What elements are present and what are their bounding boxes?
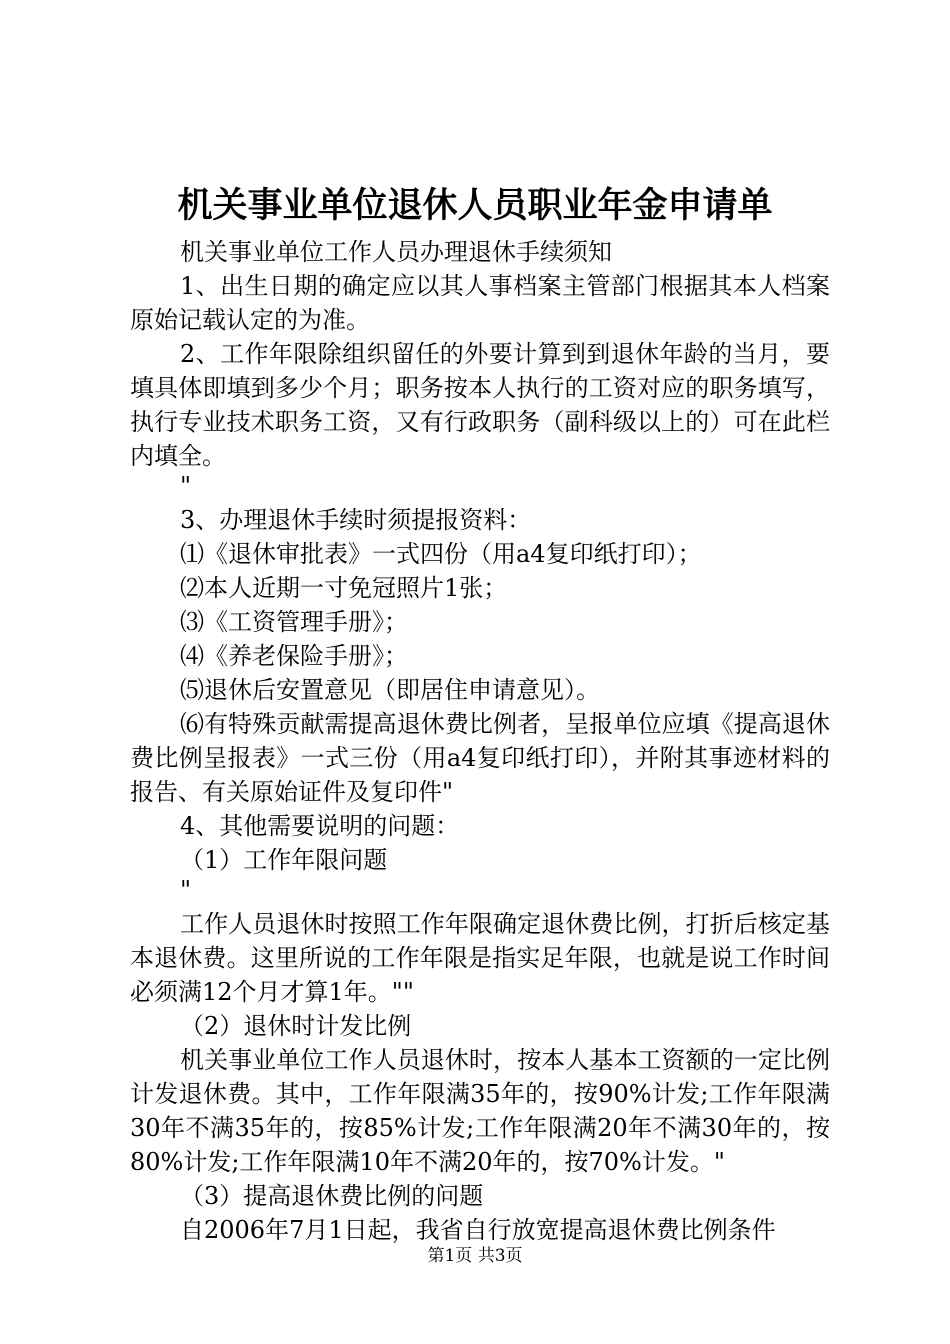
paragraph-item-4: 4、其他需要说明的问题：	[180, 812, 460, 840]
document-title: 机关事业单位退休人员职业年金申请单	[177, 186, 773, 226]
list-item-materials-2: ⑵本人近期一寸免冠照片1张；	[180, 574, 508, 602]
paragraph-item-1: 1、出生日期的确定应以其人事档案主管部门根据其本人档案原始记载认定的为准。	[130, 272, 830, 334]
list-item-materials-1: ⑴《退休审批表》一式四份（用a4复印纸打印）；	[180, 540, 702, 568]
paragraph-quote-mark: "	[180, 472, 192, 500]
list-item-materials-4: ⑷《养老保险手册》；	[180, 642, 408, 670]
subheading-raise-ratio: （3）提高退休费比例的问题	[180, 1182, 484, 1210]
paragraph-notice-heading: 机关事业单位工作人员办理退休手续须知	[180, 238, 612, 266]
page-footer: 第1页 共3页	[427, 1246, 523, 1266]
paragraph-raise-ratio: 自2006年7月1日起，我省自行放宽提高退休费比例条件	[180, 1216, 776, 1244]
list-item-materials-5: ⑸退休后安置意见（即居住申请意见）。	[180, 676, 600, 704]
paragraph-payout-ratio: 机关事业单位工作人员退休时，按本人基本工资额的一定比例计发退休费。其中，工作年限满35年的，按90%计发;工作年限满30年不满35年的，按85%计发;工作年限满20年不满30年的，按80%计发;工作年限满10年不满20年的，按70%计发。"	[130, 1046, 830, 1176]
paragraph-work-years: 工作人员退休时按照工作年限确定退休费比例，打折后核定基本退休费。这里所说的工作年限是指实足年限，也就是说工作时间必须满12个月才算1年。""	[130, 910, 830, 1006]
paragraph-quote-mark: "	[180, 876, 192, 904]
list-item-materials-3: ⑶《工资管理手册》；	[180, 608, 408, 636]
paragraph-item-3: 3、办理退休手续时须提报资料：	[180, 506, 532, 534]
subheading-payout-ratio: （2）退休时计发比例	[180, 1012, 412, 1040]
subheading-work-years: （1）工作年限问题	[180, 846, 388, 874]
paragraph-item-2: 2、工作年限除组织留任的外要计算到到退休年龄的当月，要填具体即填到多少个月；职务按本人执行的工资对应的职务填写，执行专业技术职务工资，又有行政职务（副科级以上的）可在此栏内填全。	[130, 340, 830, 470]
document-body	[130, 235, 830, 1247]
list-item-materials-6: ⑹有特殊贡献需提高退休费比例者，呈报单位应填《提高退休费比例呈报表》一式三份（用a4复印纸打印），并附其事迹材料的报告、有关原始证件及复印件"	[130, 710, 830, 806]
